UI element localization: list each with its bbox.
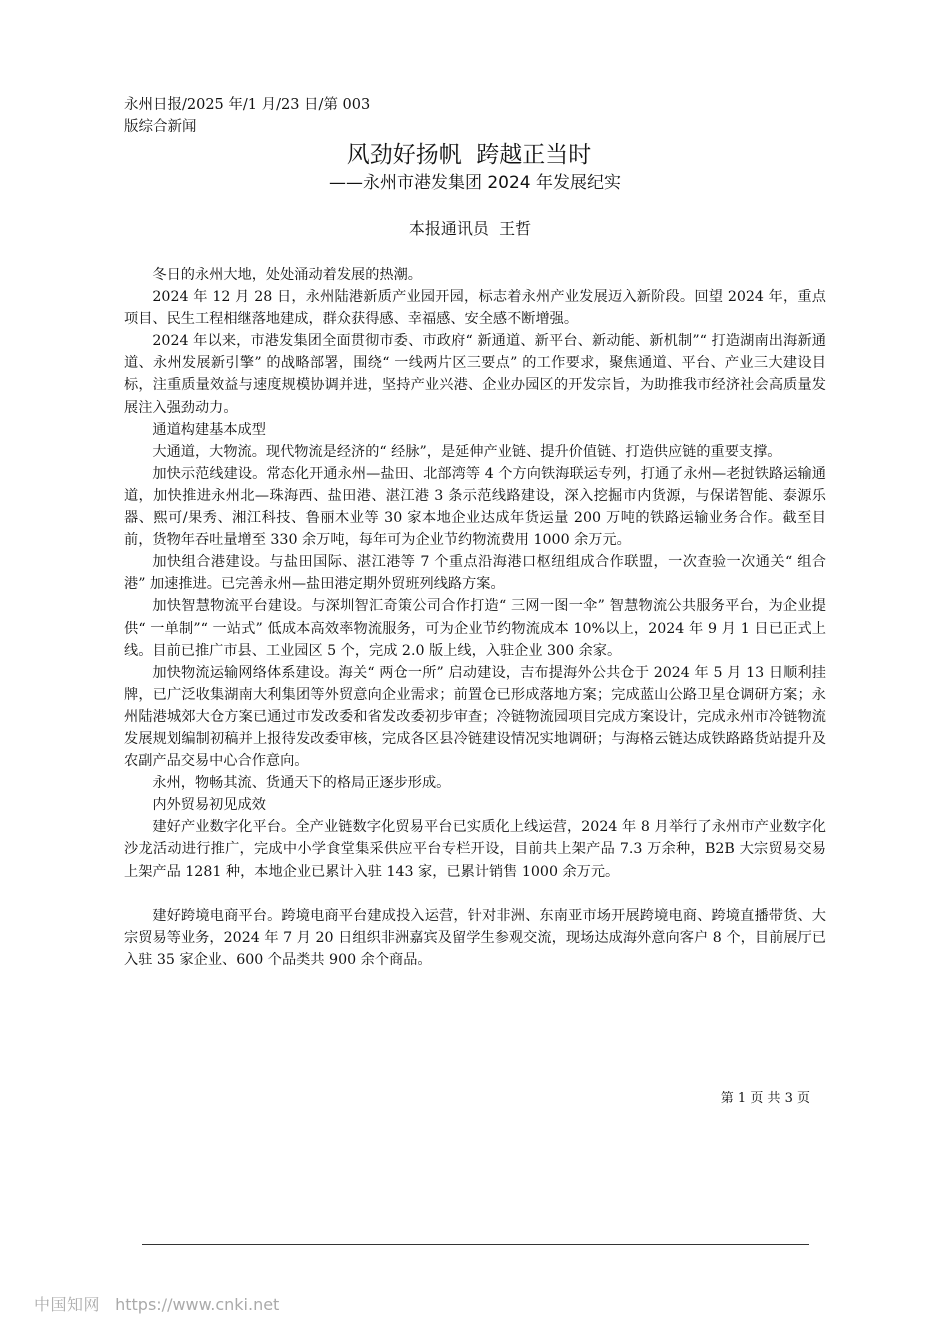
paragraph: 建好产业数字化平台。全产业链数字化贸易平台已实质化上线运营，2024 年 8 月举行了永州市产业数字化沙龙活动进行推广，完成中小学食堂集采供应平台专栏开设，目前共上架产品 7.3 万余种，B2B 大宗贸易交易上架产品 1281 种，本地企业已累计入驻 143 家，已累计销售 1000 余万元。 [124,819,826,880]
paragraph: 永州，物畅其流、货通天下的格局正逐步形成。 [152,775,451,792]
page-number: 第 1 页 共 3 页 [720,1091,810,1106]
source-line: 版综合新闻 [124,119,197,135]
article-body [124,264,826,971]
article-title: 风劲好扬帆 跨越正当时 [346,142,592,168]
footer-divider [142,1244,809,1245]
article-subtitle: ——永州市港发集团 2024 年发展纪实 [328,173,622,193]
paragraph: 2024 年以来，市港发集团全面贯彻市委、市政府“ 新通道、新平台、新动能、新机制”“ 打造湖南出海新通道、永州发展新引擎” 的战略部署，围绕“ 一线两片区三要点” 的工作要求，聚焦通道、平台、产业三大建设目标，注重质量效益与速度规模协调并进，坚持产业兴港、企业办园区的开发宗旨，为助推我市经济社会高质量发展注入强劲动力。 [124,333,826,416]
paragraph: 2024 年 12 月 28 日，永州陆港新质产业园开园，标志着永州产业发展迈入新阶段。回望 2024 年，重点项目、民生工程相继落地建成，群众获得感、幸福感、安全感不断增强。 [124,289,826,328]
source-info [124,94,424,138]
paragraph: 加快示范线建设。常态化开通永州—盐田、北部湾等 4 个方向铁海联运专列，打通了永州—老挝铁路运输通道，加快推进永州北—珠海西、盐田港、湛江港 3 条示范线路建设，深入挖掘市内货源，与保诺智能、泰源乐器、熙可/果秀、湘江科技、鲁丽木业等 30 家本地企业达成年货运量 200 万吨的铁路运输业务合作。截至目前，货物年吞吐量增至 330 余万吨，每年可为企业节约物流费用 1000 余万元。 [124,465,826,549]
paragraph: 加快物流运输网络体系建设。海关“ 两仓一所” 启动建设，吉布提海外公共仓于 2024 年 5 月 13 日顺利挂牌，已广泛收集湖南大利集团等外贸意向企业需求；前置仓已形成落地方案；完成蓝山公路卫星仓调研方案；永州陆港城郊大仓方案已通过市发改委和省发改委初步审查；冷链物流园项目完成方案设计，完成永州市冷链物流发展规划编制初稿并上报待发改委审核，完成各区县冷链建设情况实地调研；与海格云链达成铁路路货站提升及农副产品交易中心合作意向。 [124,664,826,770]
article-byline: 本报通讯员 王哲 [408,219,532,238]
paragraph: 大通道，大物流。现代物流是经济的“ 经脉”，是延伸产业链、提升价值链、打造供应链的重要支撑。 [152,443,782,460]
section-heading: 通道构建基本成型 [152,421,266,438]
paragraph: 冬日的永州大地，处处涌动着发展的热潮。 [152,267,422,283]
section-heading: 内外贸易初见成效 [152,797,266,814]
paragraph: 加快组合港建设。与盐田国际、湛江港等 7 个重点沿海港口枢纽组成合作联盟，一次查验一次通关“ 组合港” 加速推进。已完善永州—盐田港定期外贸班列线路方案。 [124,554,826,593]
paragraph: 建好跨境电商平台。跨境电商平台建成投入运营，针对非洲、东南亚市场开展跨境电商、跨境直播带货、大宗贸易等业务，2024 年 7 月 20 日组织非洲嘉宾及留学生参观交流，现场达成海外意向客户 8 个，目前展厅已入驻 35 家企业、600 个品类共 900 余个商品。 [124,907,826,968]
watermark-url: https://www.cnki.net [115,1295,280,1314]
source-line: 永州日报/2025 年/1 月/23 日/第 003 [124,97,371,113]
cnki-watermark [34,1294,279,1316]
watermark-name: 中国知网 [34,1295,101,1314]
paragraph: 加快智慧物流平台建设。与深圳智汇奇策公司合作打造“ 三网一图一伞” 智慧物流公共服务平台，为企业提供“ 一单制”“ 一站式” 低成本高效率物流服务，可为企业节约物流成本 10%以上，2024 年 9 月 1 日已正式上线。目前已推广市县、工业园区 5 个，完成 2.0 版上线，入驻企业 300 余家。 [124,598,826,659]
